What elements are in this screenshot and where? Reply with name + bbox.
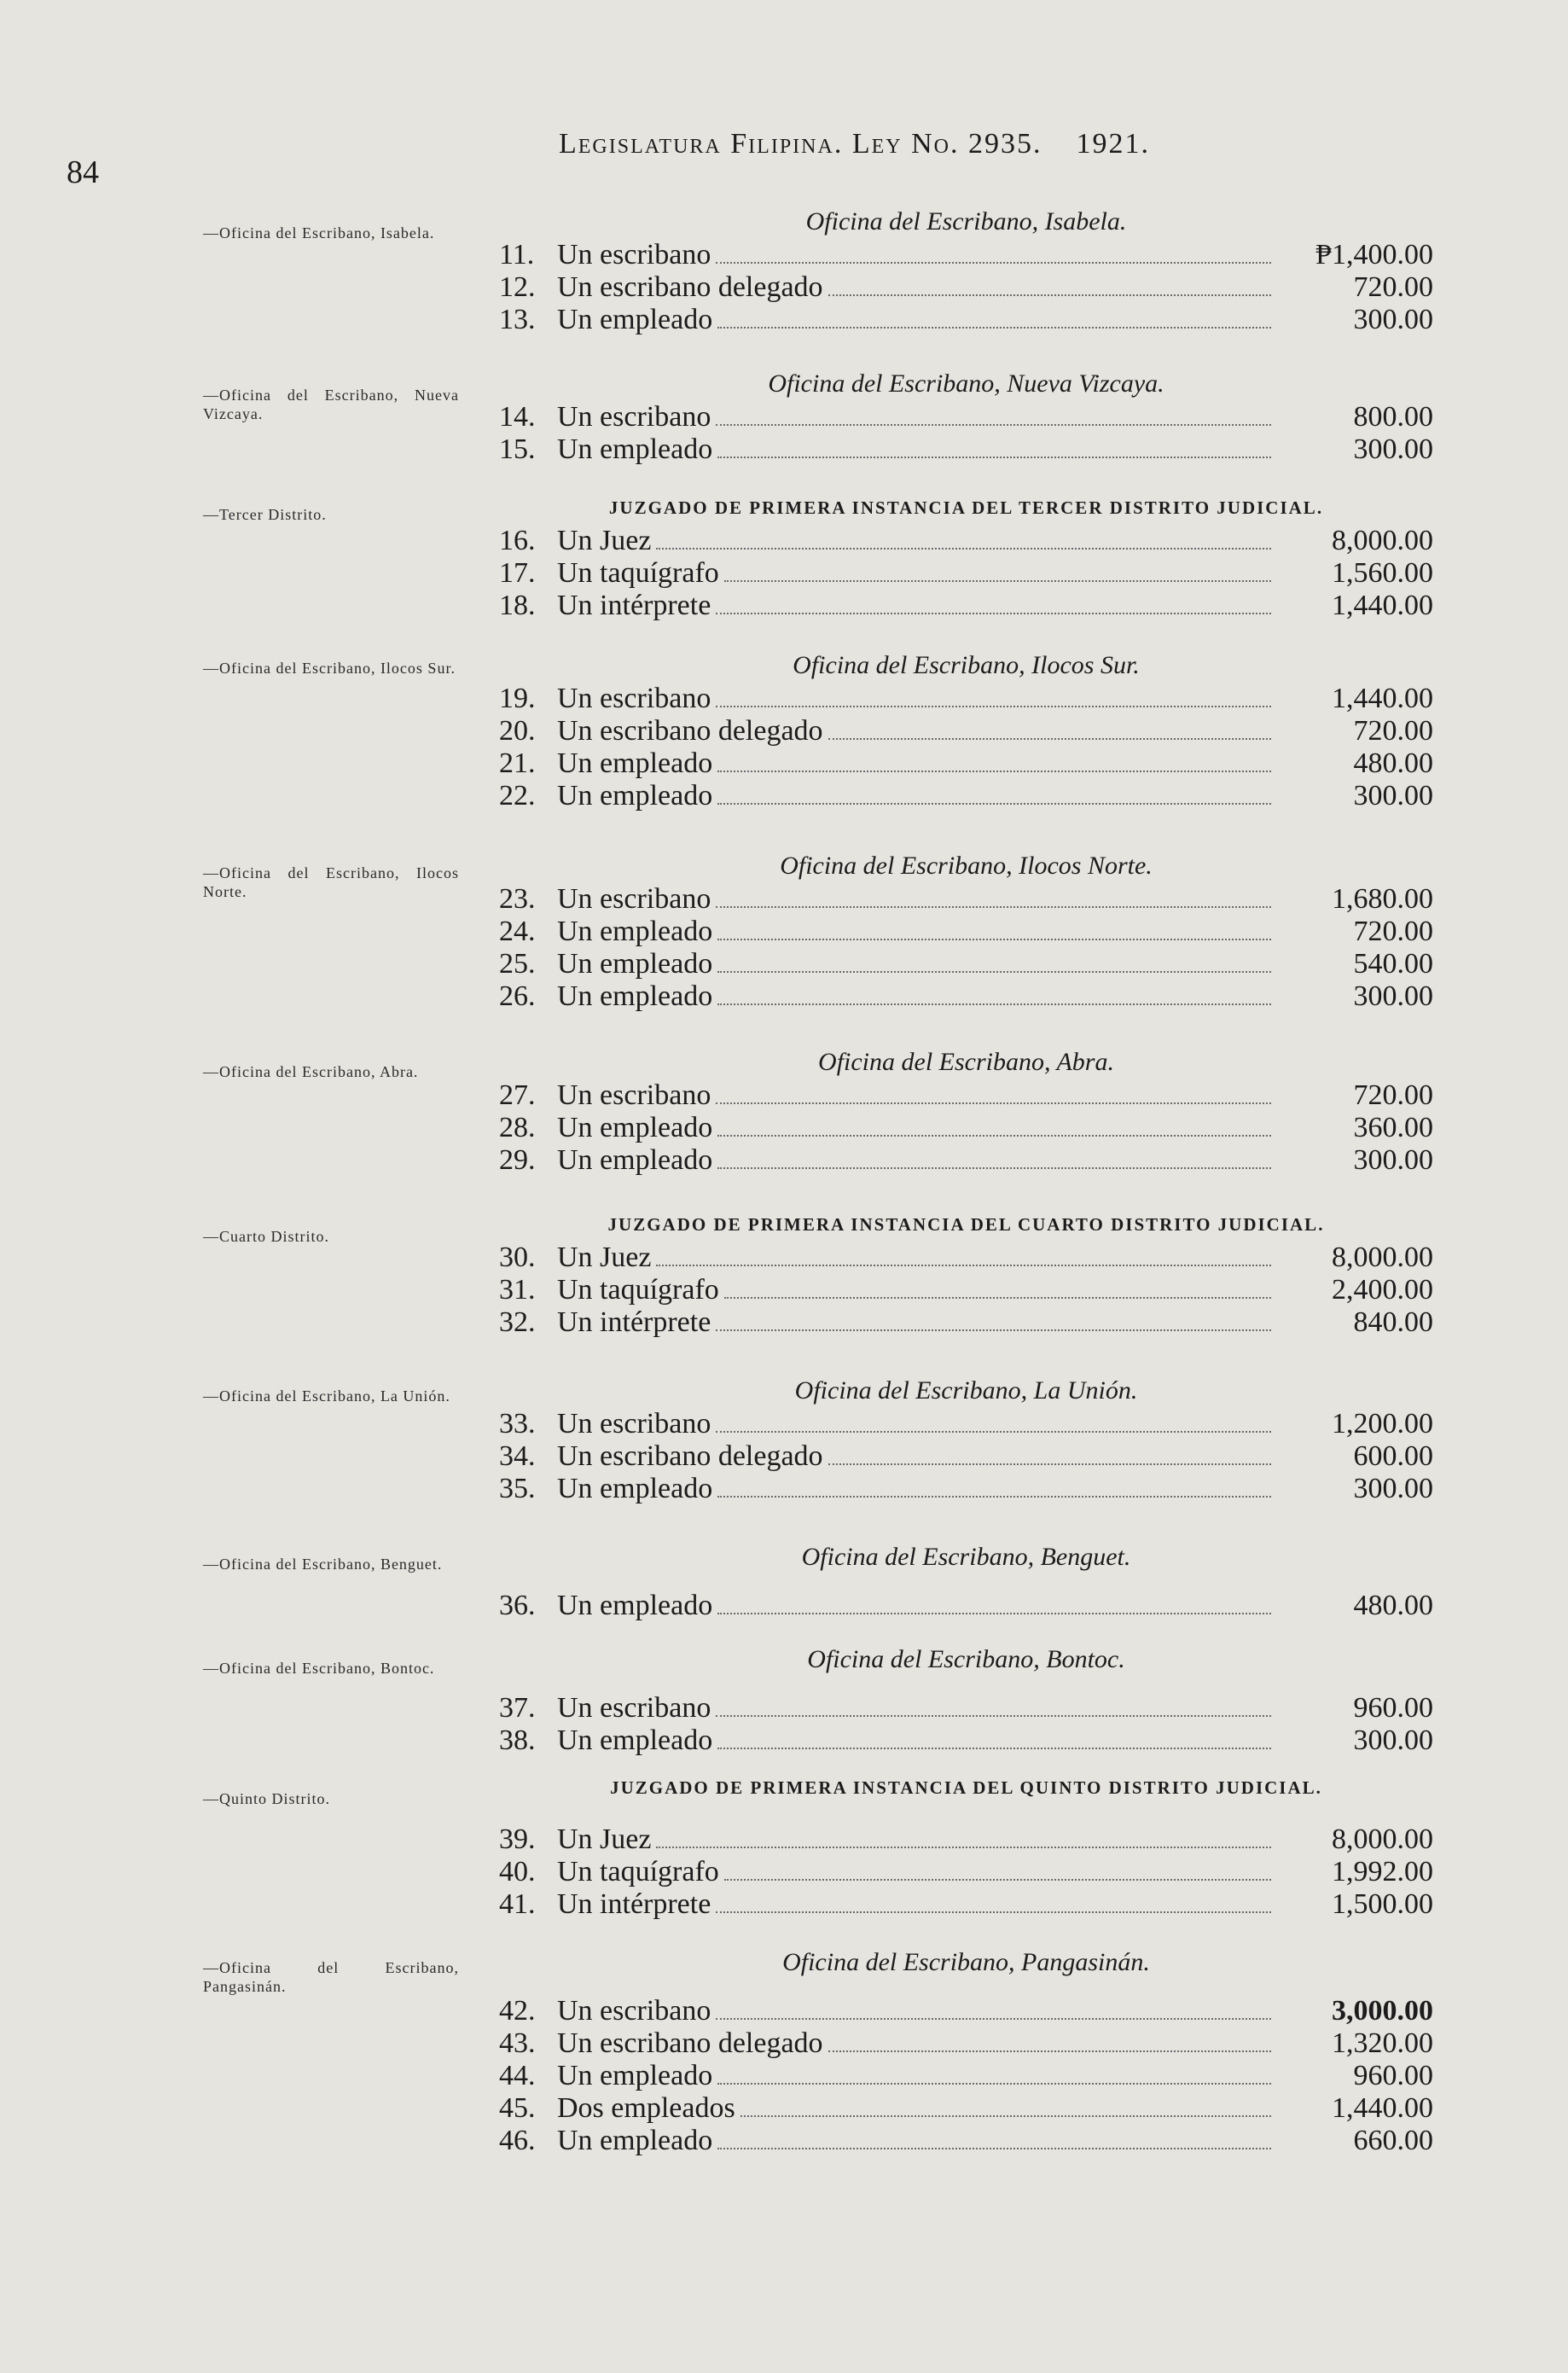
- table-row: [499, 1144, 1433, 1177]
- item-number: 45.: [499, 2092, 536, 2124]
- item-description: Un empleado: [557, 1473, 713, 1504]
- margin-note-la-union: —Oficina del Escribano, La Unión.: [203, 1387, 450, 1405]
- table-row: [499, 1242, 1433, 1274]
- item-description: Un escribano delegado: [557, 2027, 823, 2059]
- section-cuarto-distrito: [499, 1207, 1433, 1339]
- margin-note-benguet: —Oficina del Escribano, Benguet.: [203, 1556, 443, 1573]
- item-number: 18.: [499, 590, 536, 621]
- dot-leader: [656, 548, 1271, 550]
- item-description: Un empleado: [557, 304, 713, 335]
- dot-leader: [828, 738, 1271, 740]
- section-title: Oficina del Escribano, Bontoc.: [807, 1645, 1125, 1673]
- court-title: JUZGADO DE PRIMERA INSTANCIA DEL CUARTO DISTRITO JUDICIAL.: [607, 1214, 1325, 1235]
- dot-leader: [716, 1715, 1271, 1717]
- item-amount: 1,680.00: [1332, 883, 1433, 915]
- dot-leader: [717, 1613, 1271, 1614]
- item-amount: 8,000.00: [1332, 1242, 1433, 1273]
- table-row: [499, 2125, 1433, 2157]
- item-amount: 960.00: [1353, 2060, 1433, 2091]
- table-row: [499, 683, 1433, 715]
- item-description: Un escribano delegado: [557, 271, 823, 303]
- section-tercer-distrito: [499, 491, 1433, 622]
- item-description: Un escribano: [557, 1408, 711, 1440]
- item-amount: 720.00: [1353, 271, 1433, 303]
- section-la-union: [499, 1374, 1433, 1505]
- dot-leader: [717, 939, 1271, 940]
- item-description: Un taquígrafo: [557, 1274, 719, 1306]
- page-number: 84: [67, 154, 99, 190]
- dot-leader: [716, 1911, 1271, 1913]
- section-nueva-vizcaya: [499, 367, 1433, 466]
- item-description: Un empleado: [557, 980, 713, 1012]
- table-row: [499, 1440, 1433, 1473]
- item-amount: 300.00: [1353, 780, 1433, 811]
- section-pangasinan: [499, 1946, 1433, 2157]
- item-description: Un empleado: [557, 2060, 713, 2091]
- item-description: Un escribano: [557, 401, 711, 433]
- item-number: 19.: [499, 683, 536, 714]
- item-number: 16.: [499, 525, 536, 556]
- dot-leader: [716, 1431, 1271, 1433]
- item-description: Un intérprete: [557, 1306, 711, 1338]
- section-title: Oficina del Escribano, Nueva Vizcaya.: [768, 369, 1164, 398]
- dot-leader: [717, 457, 1271, 458]
- table-row: [499, 525, 1433, 557]
- table-row: [499, 1473, 1433, 1505]
- table-row: [499, 1590, 1433, 1622]
- item-description: Un Juez: [557, 1823, 652, 1855]
- item-number: 21.: [499, 747, 536, 779]
- item-number: 31.: [499, 1274, 536, 1306]
- item-amount: 840.00: [1353, 1306, 1433, 1338]
- item-number: 20.: [499, 715, 536, 747]
- item-description: Un empleado: [557, 747, 713, 779]
- dot-leader: [716, 1102, 1271, 1104]
- dot-leader: [717, 1135, 1271, 1137]
- margin-note-abra: —Oficina del Escribano, Abra.: [203, 1063, 419, 1080]
- table-row: [499, 1408, 1433, 1440]
- item-number: 35.: [499, 1473, 536, 1504]
- item-amount: 960.00: [1353, 1692, 1433, 1724]
- court-title: JUZGADO DE PRIMERA INSTANCIA DEL TERCER DISTRITO JUDICIAL.: [608, 497, 1324, 518]
- section-title: Oficina del Escribano, Benguet.: [801, 1543, 1131, 1571]
- dot-leader: [828, 2050, 1271, 2052]
- margin-note-ilocos-norte: —Oficina del Escribano, Ilocos Norte.: [203, 864, 459, 900]
- item-amount: 1,500.00: [1332, 1888, 1433, 1920]
- margin-note-quinto-distrito: —Quinto Distrito.: [203, 1790, 331, 1807]
- item-description: Un escribano delegado: [557, 1440, 823, 1472]
- item-amount: 1,200.00: [1332, 1408, 1433, 1440]
- dot-leader: [716, 2018, 1271, 2020]
- running-head-title: Legislatura Filipina. Ley No. 2935.: [559, 128, 1042, 160]
- item-number: 26.: [499, 980, 536, 1012]
- section-title: Oficina del Escribano, Abra.: [818, 1048, 1114, 1076]
- item-description: Un empleado: [557, 1724, 713, 1756]
- item-description: Un taquígrafo: [557, 557, 719, 589]
- table-row: [499, 239, 1433, 271]
- item-amount: ₱1,400.00: [1315, 239, 1433, 270]
- item-number: 15.: [499, 433, 536, 465]
- item-number: 41.: [499, 1888, 536, 1920]
- dot-leader: [828, 1463, 1271, 1465]
- item-description: Dos empleados: [557, 2092, 735, 2124]
- table-row: [499, 1079, 1433, 1112]
- table-row: [499, 883, 1433, 916]
- item-number: 11.: [499, 239, 535, 270]
- table-row: [499, 1724, 1433, 1757]
- table-row: [499, 557, 1433, 590]
- item-amount: 720.00: [1353, 715, 1433, 747]
- dot-leader: [656, 1265, 1271, 1266]
- dot-leader: [717, 2148, 1271, 2149]
- table-row: [499, 780, 1433, 812]
- item-amount: 660.00: [1353, 2125, 1433, 2156]
- section-ilocos-sur: [499, 649, 1433, 812]
- margin-note-nueva-vizcaya: —Oficina del Escribano, Nueva Vizcaya.: [203, 387, 459, 422]
- item-description: Un Juez: [557, 1242, 652, 1273]
- section-bontoc: [499, 1643, 1433, 1757]
- table-row: [499, 1692, 1433, 1724]
- table-row: [499, 1274, 1433, 1306]
- item-description: Un empleado: [557, 1590, 713, 1621]
- table-row: [499, 2027, 1433, 2060]
- item-description: Un escribano delegado: [557, 715, 823, 747]
- item-number: 13.: [499, 304, 536, 335]
- dot-leader: [717, 771, 1271, 772]
- dot-leader: [717, 1003, 1271, 1005]
- section-title: Oficina del Escribano, La Unión.: [794, 1376, 1138, 1405]
- dot-leader: [716, 424, 1271, 426]
- dot-leader: [724, 580, 1271, 582]
- item-description: Un escribano: [557, 239, 711, 270]
- table-row: [499, 271, 1433, 304]
- dot-leader: [724, 1297, 1271, 1299]
- item-number: 12.: [499, 271, 536, 303]
- table-row: [499, 1856, 1433, 1888]
- dot-leader: [716, 1329, 1271, 1331]
- table-row: [499, 304, 1433, 336]
- item-amount: 1,440.00: [1332, 2092, 1433, 2124]
- item-number: 32.: [499, 1306, 536, 1338]
- item-amount: 1,560.00: [1332, 557, 1433, 589]
- margin-note-tercer-distrito: —Tercer Distrito.: [203, 506, 327, 523]
- table-row: [499, 401, 1433, 433]
- item-amount: 300.00: [1353, 304, 1433, 335]
- item-description: Un escribano: [557, 683, 711, 714]
- item-description: Un Juez: [557, 525, 652, 556]
- table-row: [499, 433, 1433, 466]
- item-amount: 8,000.00: [1332, 525, 1433, 556]
- table-row: [499, 715, 1433, 747]
- dot-leader: [740, 2115, 1271, 2117]
- table-row: [499, 1995, 1433, 2027]
- item-number: 46.: [499, 2125, 536, 2156]
- item-number: 23.: [499, 883, 536, 915]
- item-description: Un empleado: [557, 2125, 713, 2156]
- item-amount: 1,440.00: [1332, 683, 1433, 714]
- item-description: Un empleado: [557, 780, 713, 811]
- item-amount: 540.00: [1353, 948, 1433, 980]
- item-amount: 720.00: [1353, 916, 1433, 947]
- table-row: [499, 1306, 1433, 1339]
- dot-leader: [724, 1879, 1271, 1881]
- item-amount: 1,320.00: [1332, 2027, 1433, 2059]
- item-amount: 8,000.00: [1332, 1823, 1433, 1855]
- table-row: [499, 590, 1433, 622]
- item-description: Un escribano: [557, 1079, 711, 1111]
- item-description: Un escribano: [557, 883, 711, 915]
- item-number: 38.: [499, 1724, 536, 1756]
- item-amount: 300.00: [1353, 1473, 1433, 1504]
- item-description: Un empleado: [557, 916, 713, 947]
- section-title: Oficina del Escribano, Ilocos Sur.: [793, 651, 1140, 679]
- court-title: JUZGADO DE PRIMERA INSTANCIA DEL QUINTO DISTRITO JUDICIAL.: [610, 1777, 1322, 1798]
- dot-leader: [717, 803, 1271, 805]
- dot-leader: [717, 1167, 1271, 1169]
- section-title: Oficina del Escribano, Ilocos Norte.: [780, 852, 1153, 880]
- table-row: [499, 747, 1433, 780]
- item-number: 25.: [499, 948, 536, 980]
- item-number: 24.: [499, 916, 536, 947]
- item-description: Un taquígrafo: [557, 1856, 719, 1887]
- item-number: 33.: [499, 1408, 536, 1440]
- dot-leader: [716, 706, 1271, 707]
- item-description: Un intérprete: [557, 1888, 711, 1920]
- dot-leader: [717, 2083, 1271, 2085]
- item-number: 39.: [499, 1823, 536, 1855]
- section-ilocos-norte: [499, 849, 1433, 1013]
- running-head-year: 1921.: [1076, 128, 1150, 160]
- item-amount: 3,000.00: [1332, 1995, 1433, 2027]
- item-number: 42.: [499, 1995, 536, 2027]
- item-number: 43.: [499, 2027, 536, 2059]
- item-number: 27.: [499, 1079, 536, 1111]
- dot-leader: [828, 294, 1271, 296]
- table-row: [499, 948, 1433, 980]
- item-amount: 300.00: [1353, 1724, 1433, 1756]
- item-number: 37.: [499, 1692, 536, 1724]
- item-number: 30.: [499, 1242, 536, 1273]
- dot-leader: [656, 1847, 1271, 1848]
- dot-leader: [716, 906, 1271, 908]
- section-title: Oficina del Escribano, Pangasinán.: [782, 1948, 1150, 1976]
- table-row: [499, 2060, 1433, 2092]
- table-row: [499, 916, 1433, 948]
- dot-leader: [717, 1748, 1271, 1749]
- item-amount: 1,440.00: [1332, 590, 1433, 621]
- margin-note-pangasinan: —Oficina del Escribano, Pangasinán.: [203, 1959, 459, 1995]
- dot-leader: [717, 971, 1271, 973]
- item-description: Un escribano: [557, 1995, 711, 2027]
- item-amount: 600.00: [1353, 1440, 1433, 1472]
- item-amount: 480.00: [1353, 747, 1433, 779]
- item-amount: 360.00: [1353, 1112, 1433, 1143]
- item-number: 44.: [499, 2060, 536, 2091]
- item-description: Un empleado: [557, 1144, 713, 1176]
- table-row: [499, 1888, 1433, 1921]
- item-amount: 800.00: [1353, 401, 1433, 433]
- item-amount: 300.00: [1353, 433, 1433, 465]
- item-description: Un empleado: [557, 948, 713, 980]
- margin-note-isabela: —Oficina del Escribano, Isabela.: [203, 224, 435, 241]
- table-row: [499, 1112, 1433, 1144]
- item-number: 40.: [499, 1856, 536, 1887]
- item-amount: 300.00: [1353, 1144, 1433, 1176]
- item-amount: 480.00: [1353, 1590, 1433, 1621]
- item-number: 14.: [499, 401, 536, 433]
- item-number: 22.: [499, 780, 536, 811]
- margin-note-bontoc: —Oficina del Escribano, Bontoc.: [203, 1660, 435, 1677]
- item-number: 17.: [499, 557, 536, 589]
- item-amount: 300.00: [1353, 980, 1433, 1012]
- table-row: [499, 2092, 1433, 2125]
- item-description: Un escribano: [557, 1692, 711, 1724]
- section-quinto-distrito: [499, 1771, 1433, 1921]
- section-benguet: [499, 1540, 1433, 1622]
- item-number: 34.: [499, 1440, 536, 1472]
- item-number: 28.: [499, 1112, 536, 1143]
- item-amount: 1,992.00: [1332, 1856, 1433, 1887]
- item-description: Un empleado: [557, 433, 713, 465]
- dot-leader: [717, 1496, 1271, 1498]
- dot-leader: [717, 327, 1271, 329]
- item-description: Un empleado: [557, 1112, 713, 1143]
- section-isabela: [499, 205, 1433, 336]
- item-number: 36.: [499, 1590, 536, 1621]
- table-row: [499, 1823, 1433, 1856]
- item-number: 29.: [499, 1144, 536, 1176]
- table-row: [499, 980, 1433, 1013]
- item-amount: 2,400.00: [1332, 1274, 1433, 1306]
- dot-leader: [716, 262, 1271, 264]
- margin-note-cuarto-distrito: —Cuarto Distrito.: [203, 1228, 329, 1245]
- item-description: Un intérprete: [557, 590, 711, 621]
- dot-leader: [716, 613, 1271, 614]
- running-head: [559, 128, 1150, 160]
- item-amount: 720.00: [1353, 1079, 1433, 1111]
- margin-note-ilocos-sur: —Oficina del Escribano, Ilocos Sur.: [203, 660, 456, 677]
- section-title: Oficina del Escribano, Isabela.: [805, 207, 1127, 236]
- section-abra: [499, 1045, 1433, 1177]
